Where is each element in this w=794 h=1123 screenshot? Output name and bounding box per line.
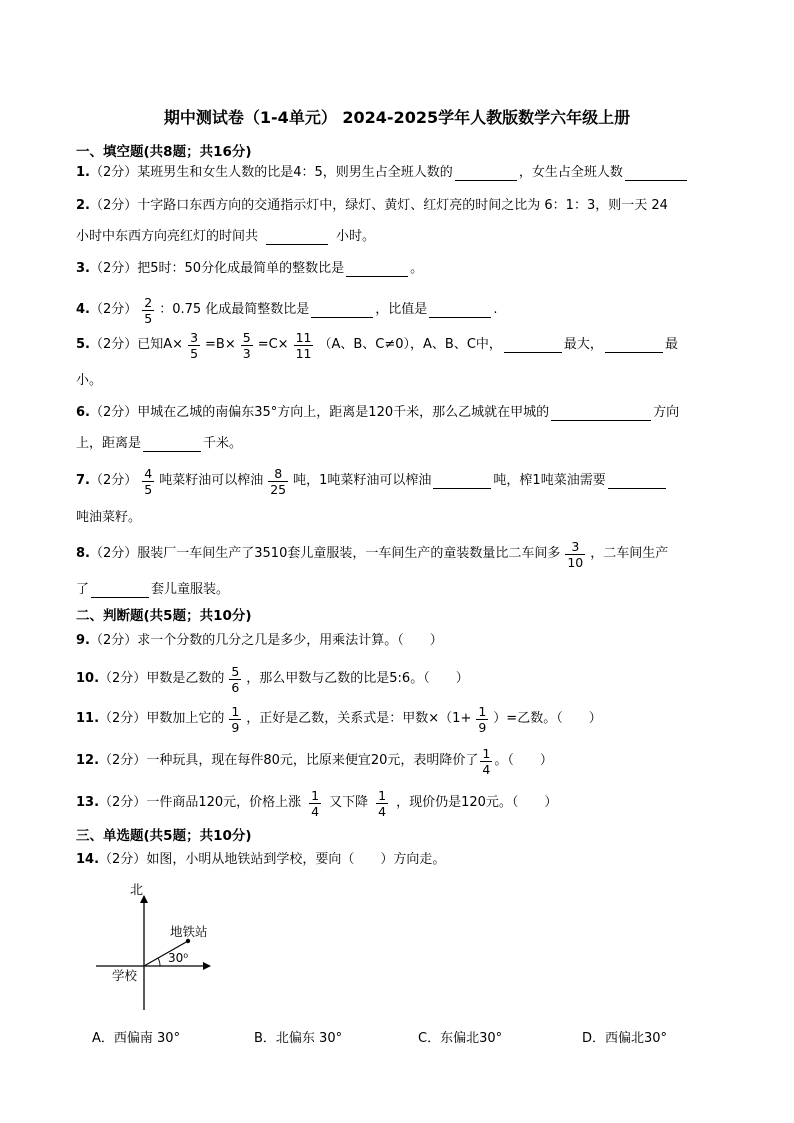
question-text: 最: [664, 337, 678, 352]
question-1: [76, 162, 746, 184]
answer-blank[interactable]: [346, 261, 408, 277]
question-text: ，那么甲数与乙数的比是5:6。（ ）: [246, 671, 469, 686]
station-label: 地铁站: [170, 924, 208, 939]
question-score: （2分）: [89, 302, 138, 317]
question-text: 了: [76, 582, 90, 597]
question-14: [76, 849, 746, 871]
question-12: [76, 742, 746, 780]
question-text: （A、B、C≠0），A、B、C中，: [318, 337, 502, 352]
question-text: 求一个分数的几分之几是多少，用乘法计算。（ ）: [137, 633, 443, 648]
fraction: $\frac{2}{5}$: [144, 294, 153, 326]
question-5-continued: [76, 370, 746, 392]
question-number: 11.: [76, 711, 100, 726]
question-text: 上，距离是: [76, 436, 142, 451]
question-score: （2分）: [99, 671, 147, 686]
answer-blank[interactable]: [429, 302, 491, 318]
question-number: 5.: [76, 337, 90, 352]
question-text: =B×: [205, 337, 236, 352]
answer-blank[interactable]: [605, 337, 663, 353]
answer-blank[interactable]: [143, 436, 201, 452]
direction-figure: [90, 882, 230, 1017]
question-10: [76, 660, 746, 698]
question-11: [76, 700, 746, 738]
question-text: 某班男生和女生人数的比是4：5，则男生占全班人数的: [137, 165, 453, 180]
question-text: 甲数是乙数的: [146, 671, 225, 686]
fraction: $\frac{1}{4}$: [311, 787, 320, 819]
angle-arc: [158, 958, 160, 966]
question-text: 又下降: [329, 795, 369, 810]
question-score: （2分）: [99, 711, 147, 726]
page-title: 期中测试卷（1-4单元） 2024-2025学年人教版数学六年级上册: [163, 108, 631, 127]
question-number: 3.: [76, 261, 90, 276]
school-label: 学校: [112, 968, 138, 983]
answer-blank[interactable]: [608, 473, 666, 489]
question-text: =C×: [257, 337, 289, 352]
choice-c[interactable]: C．东偏北30°: [418, 1031, 503, 1046]
question-number: 1.: [76, 165, 90, 180]
fraction: $\frac{5}{3}$: [242, 329, 251, 361]
choice-b[interactable]: B．北偏东 30°: [254, 1031, 343, 1046]
question-text: ，比值是: [375, 302, 428, 317]
question-text: ，二车间生产: [590, 546, 669, 561]
answer-blank[interactable]: [551, 405, 651, 421]
question-text: 一件商品120元，价格上涨: [146, 795, 302, 810]
question-number: 6.: [76, 405, 90, 420]
fraction: $\frac{11}{11}$: [295, 329, 312, 361]
question-text: 吨油菜籽。: [76, 510, 142, 525]
question-number: 7.: [76, 473, 90, 488]
question-5: [76, 327, 746, 363]
answer-blank[interactable]: [266, 229, 328, 245]
question-text: 十字路口东西方向的交通指示灯中，绿灯、黄灯、红灯亮的时间之比为 6：1：3，则一天 24: [137, 198, 668, 213]
question-text: 方向: [653, 405, 680, 420]
question-number: 4.: [76, 302, 90, 317]
question-7: [76, 462, 746, 500]
question-text: 把5时：50分化成最简单的整数比是: [137, 261, 345, 276]
question-text: 小时中东西方向亮红灯的时间共: [76, 229, 259, 244]
question-score: （2分）: [89, 261, 138, 276]
fraction: $\frac{1}{9}$: [478, 703, 487, 735]
question-number: 8.: [76, 546, 90, 561]
question-text: ，正好是乙数，关系式是：甲数×（1+: [246, 711, 472, 726]
section-single-choice: 三、单选题(共5题；共10分): [76, 828, 252, 844]
question-text: 小时。: [336, 229, 376, 244]
question-text: 最大，: [563, 337, 603, 352]
question-text: 甲城在乙城的南偏东35°方向上，距离是120千米，那么乙城就在甲城的: [137, 405, 550, 420]
question-score: （2分）: [99, 852, 147, 867]
north-label: 北: [130, 883, 144, 898]
fraction: $\frac{3}{10}$: [567, 538, 584, 570]
angle-label: 30⁰: [168, 951, 189, 965]
question-8-continued: [76, 579, 746, 601]
question-number: 13.: [76, 795, 100, 810]
question-number: 9.: [76, 633, 90, 648]
fraction: $\frac{5}{6}$: [231, 663, 240, 695]
question-text: ，现价仍是120元。（ ）: [396, 795, 558, 810]
choice-d[interactable]: D．西偏北30°: [582, 1031, 668, 1046]
question-score: （2分）: [99, 753, 147, 768]
question-score: （2分）: [89, 337, 138, 352]
question-7-continued: [76, 507, 746, 529]
question-text: ：0.75 化成最简整数比是: [159, 302, 310, 317]
answer-blank[interactable]: [625, 165, 687, 181]
question-text: 吨，榨1吨菜油需要: [493, 473, 606, 488]
question-2: [76, 195, 746, 217]
question-text: 吨菜籽油可以榨油: [159, 473, 264, 488]
answer-blank[interactable]: [311, 302, 373, 318]
question-9: [76, 630, 746, 652]
question-text: 套儿童服装。: [151, 582, 230, 597]
question-8: [76, 535, 746, 573]
question-6-continued: [76, 433, 746, 455]
question-number: 14.: [76, 852, 100, 867]
section-fill-blank: 一、填空题(共8题；共16分): [76, 144, 252, 160]
question-number: 12.: [76, 753, 100, 768]
question-score: （2分）: [89, 165, 138, 180]
question-text: 千米。: [203, 436, 243, 451]
question-text: ）=乙数。（ ）: [493, 711, 602, 726]
fraction: $\frac{8}{25}$: [270, 465, 287, 497]
question-text: 小。: [76, 373, 103, 388]
answer-blank[interactable]: [433, 473, 491, 489]
question-4: [76, 292, 746, 328]
question-6: [76, 402, 746, 424]
question-text: 如图，小明从地铁站到学校，要向（ ）方向走。: [146, 852, 446, 867]
answer-blank[interactable]: [455, 165, 517, 181]
question-text: 。（ ）: [494, 753, 553, 768]
question-number: 2.: [76, 198, 90, 213]
question-3: [76, 258, 746, 280]
question-score: （2分）: [89, 198, 138, 213]
question-number: 10.: [76, 671, 100, 686]
question-score: （2分）: [89, 546, 138, 561]
fraction: $\frac{1}{4}$: [378, 787, 387, 819]
fraction: $\frac{3}{5}$: [190, 329, 199, 361]
question-text: .: [493, 302, 498, 317]
answer-blank[interactable]: [504, 337, 562, 353]
question-text: 一种玩具，现在每件80元，比原来便宜20元，表明降价了: [146, 753, 479, 768]
question-score: （2分）: [89, 473, 138, 488]
section-true-false: 二、判断题(共5题；共10分): [76, 608, 252, 624]
question-2-continued: [76, 226, 746, 248]
fraction: $\frac{4}{5}$: [144, 465, 153, 497]
question-text: 服装厂一车间生产了3510套儿童服装，一车间生产的童装数量比二车间多: [137, 546, 561, 561]
question-text: 。: [410, 261, 424, 276]
question-text: 已知A×: [137, 337, 184, 352]
question-text: ，女生占全班人数: [518, 165, 623, 180]
question-text: 吨，1吨菜籽油可以榨油: [293, 473, 432, 488]
fraction: $\frac{1}{4}$: [482, 745, 491, 777]
fraction: $\frac{1}{9}$: [231, 703, 240, 735]
question-text: 甲数加上它的: [146, 711, 225, 726]
question-score: （2分）: [99, 795, 147, 810]
station-dot: [186, 939, 190, 943]
question-13: [76, 784, 746, 822]
choice-a[interactable]: A．西偏南 30°: [92, 1031, 181, 1046]
question-score: （2分）: [89, 633, 138, 648]
question-score: （2分）: [89, 405, 138, 420]
answer-blank[interactable]: [91, 582, 149, 598]
